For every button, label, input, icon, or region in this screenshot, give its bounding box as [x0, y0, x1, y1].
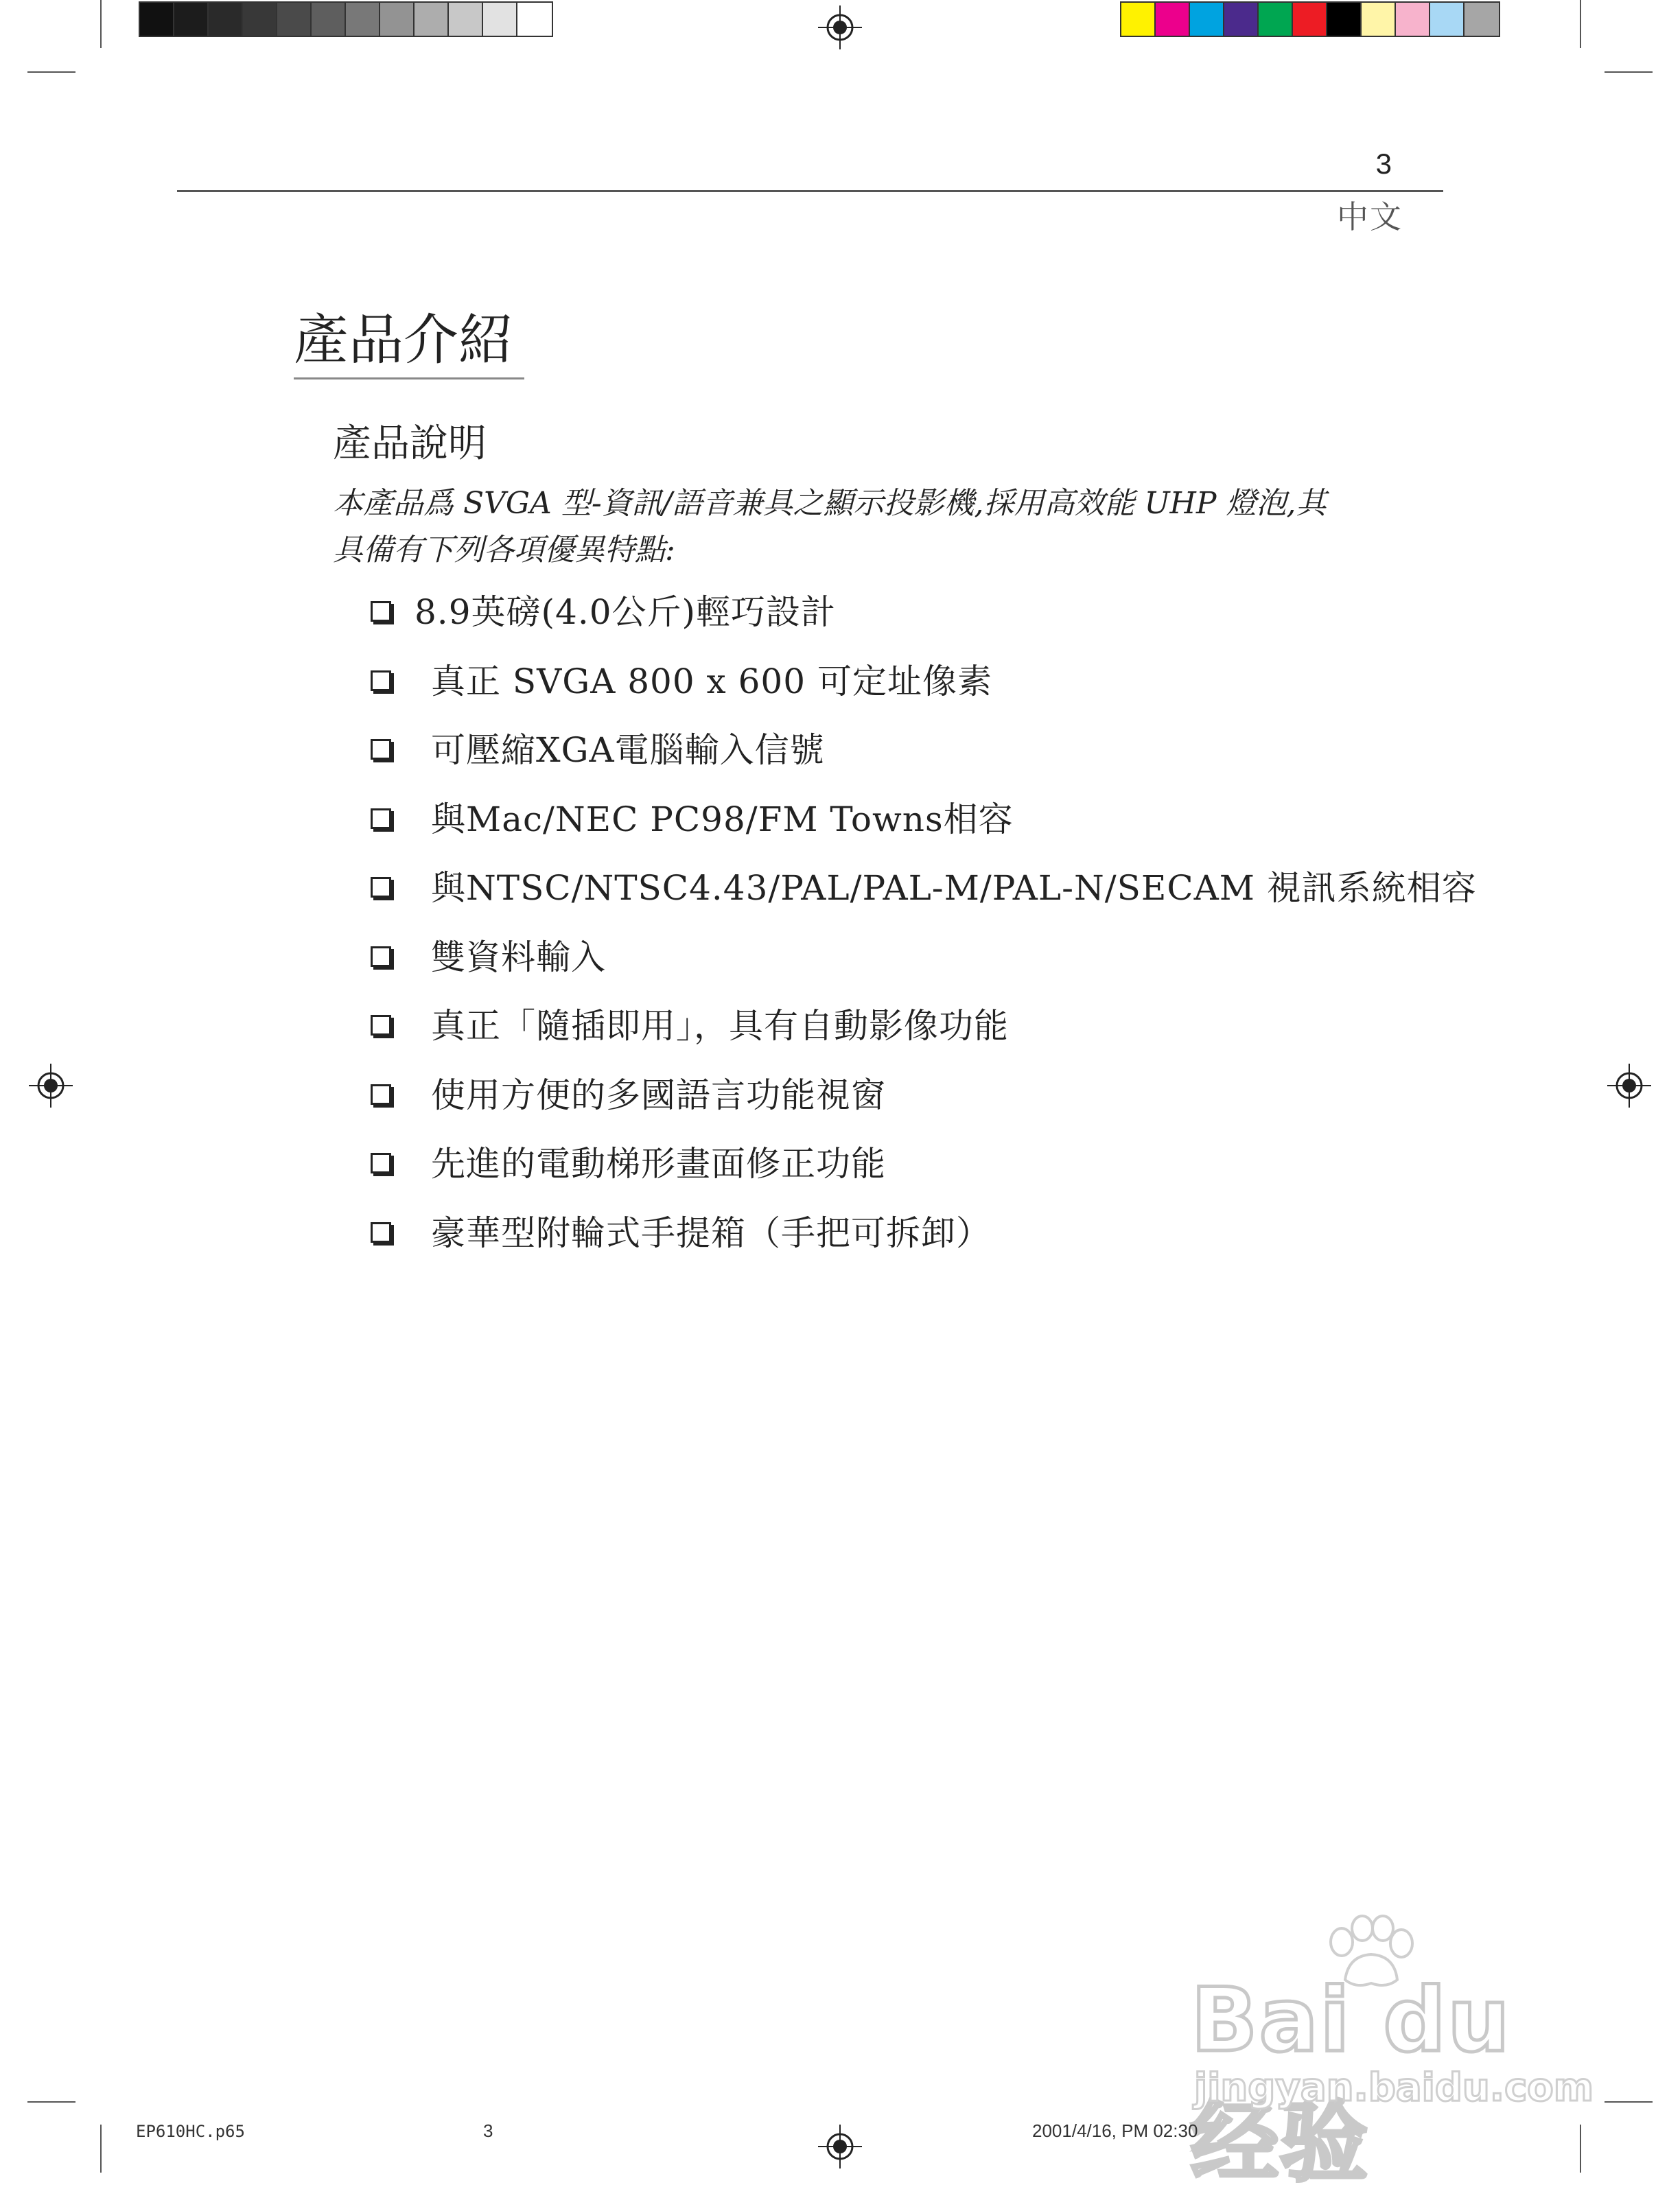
color-swatch [1430, 3, 1465, 36]
color-swatch [1327, 3, 1362, 36]
feature-item [371, 590, 1477, 659]
grayscale-color-bar [139, 1, 553, 37]
footer-timestamp: 2001/4/16, PM 02:30 [1032, 2120, 1198, 2141]
crop-mark [100, 0, 102, 48]
color-swatch [1121, 3, 1156, 36]
color-swatch [1259, 3, 1293, 36]
section-subtitle: 產品說明 [333, 421, 487, 466]
crop-mark [27, 2101, 75, 2103]
color-swatch [277, 3, 312, 36]
watermark-brand: Bai du 经验 [1191, 1969, 1512, 2194]
checkbox-icon [371, 1084, 391, 1105]
checkbox-icon [371, 946, 391, 967]
color-swatch [517, 3, 552, 36]
color-swatch [346, 3, 380, 36]
color-swatch [243, 3, 277, 36]
color-swatch [449, 3, 483, 36]
feature-item [371, 1004, 1477, 1073]
footer-page-number: 3 [483, 2120, 493, 2141]
feature-item [371, 797, 1477, 867]
footer-filename: EP610HC.p65 [136, 2122, 245, 2141]
checkbox-icon [371, 1222, 391, 1243]
registration-mark-icon [818, 5, 862, 49]
crop-mark [1605, 2101, 1653, 2103]
checkbox-icon [371, 739, 391, 760]
color-swatch [415, 3, 449, 36]
checkbox-icon [371, 601, 391, 622]
feature-text: 雙資料輸入 [431, 937, 606, 977]
page-number: 3 [1375, 148, 1392, 180]
feature-item [371, 1211, 1477, 1281]
checkbox-icon [371, 670, 391, 691]
feature-text: 真正 SVGA 800 x 600 可定址像素 [431, 661, 992, 701]
registration-mark-icon [1607, 1064, 1651, 1108]
color-swatch [380, 3, 415, 36]
color-swatch [1190, 3, 1224, 36]
crop-mark [1580, 0, 1581, 48]
feature-text: 使用方便的多國語言功能視窗 [431, 1075, 886, 1115]
process-color-bar [1120, 1, 1500, 37]
feature-item [371, 728, 1477, 797]
baidu-watermark [1191, 1915, 1594, 2194]
color-swatch [209, 3, 243, 36]
feature-item [371, 866, 1477, 935]
feature-item [371, 935, 1477, 1005]
color-swatch [1362, 3, 1396, 36]
color-swatch [312, 3, 346, 36]
section-title: 產品介紹 [294, 310, 524, 379]
language-label: 中文 [1337, 198, 1403, 235]
checkbox-icon [371, 877, 391, 898]
registration-mark-icon [29, 1064, 73, 1108]
color-swatch [1156, 3, 1190, 36]
feature-text: 與NTSC/NTSC4.43/PAL/PAL-M/PAL-N/SECAM 視訊系統相容 [431, 868, 1477, 908]
checkbox-icon [371, 1153, 391, 1173]
intro-paragraph [333, 480, 1349, 574]
color-swatch [483, 3, 517, 36]
crop-mark [27, 71, 75, 73]
color-swatch [174, 3, 209, 36]
feature-item [371, 659, 1477, 729]
color-swatch [1396, 3, 1430, 36]
crop-mark [1580, 2125, 1581, 2173]
checkbox-icon [371, 1015, 391, 1036]
watermark-url: jingyan.baidu.com [1194, 2066, 1594, 2110]
feature-text: 與Mac/NEC PC98/FM Towns相容 [431, 799, 1014, 839]
feature-item [371, 1142, 1477, 1211]
feature-text: 真正「隨插即用」，具有自動影像功能 [431, 1006, 1009, 1046]
checkbox-icon [371, 808, 391, 829]
color-swatch [1293, 3, 1327, 36]
color-swatch [1224, 3, 1259, 36]
crop-mark [1605, 71, 1653, 73]
registration-mark-icon [818, 2125, 862, 2168]
feature-text: 豪華型附輪式手提箱（手把可拆卸） [431, 1213, 991, 1253]
color-swatch [1465, 3, 1499, 36]
feature-text: 可壓縮XGA電腦輸入信號 [431, 730, 825, 770]
feature-text: 8.9英磅(4.0公斤)輕巧設計 [415, 592, 837, 632]
feature-text: 先進的電動梯形畫面修正功能 [431, 1144, 886, 1184]
intro-line: 本產品爲 SVGA 型-資訊/語音兼具之顯示投影機,採用高效能 UHP 燈泡,其 [333, 486, 1327, 521]
color-swatch [140, 3, 174, 36]
feature-item [371, 1073, 1477, 1143]
feature-list [371, 590, 1477, 1280]
header-rule [177, 190, 1443, 192]
crop-mark [100, 2125, 102, 2173]
intro-line: 具備有下列各項優異特點: [333, 533, 675, 568]
